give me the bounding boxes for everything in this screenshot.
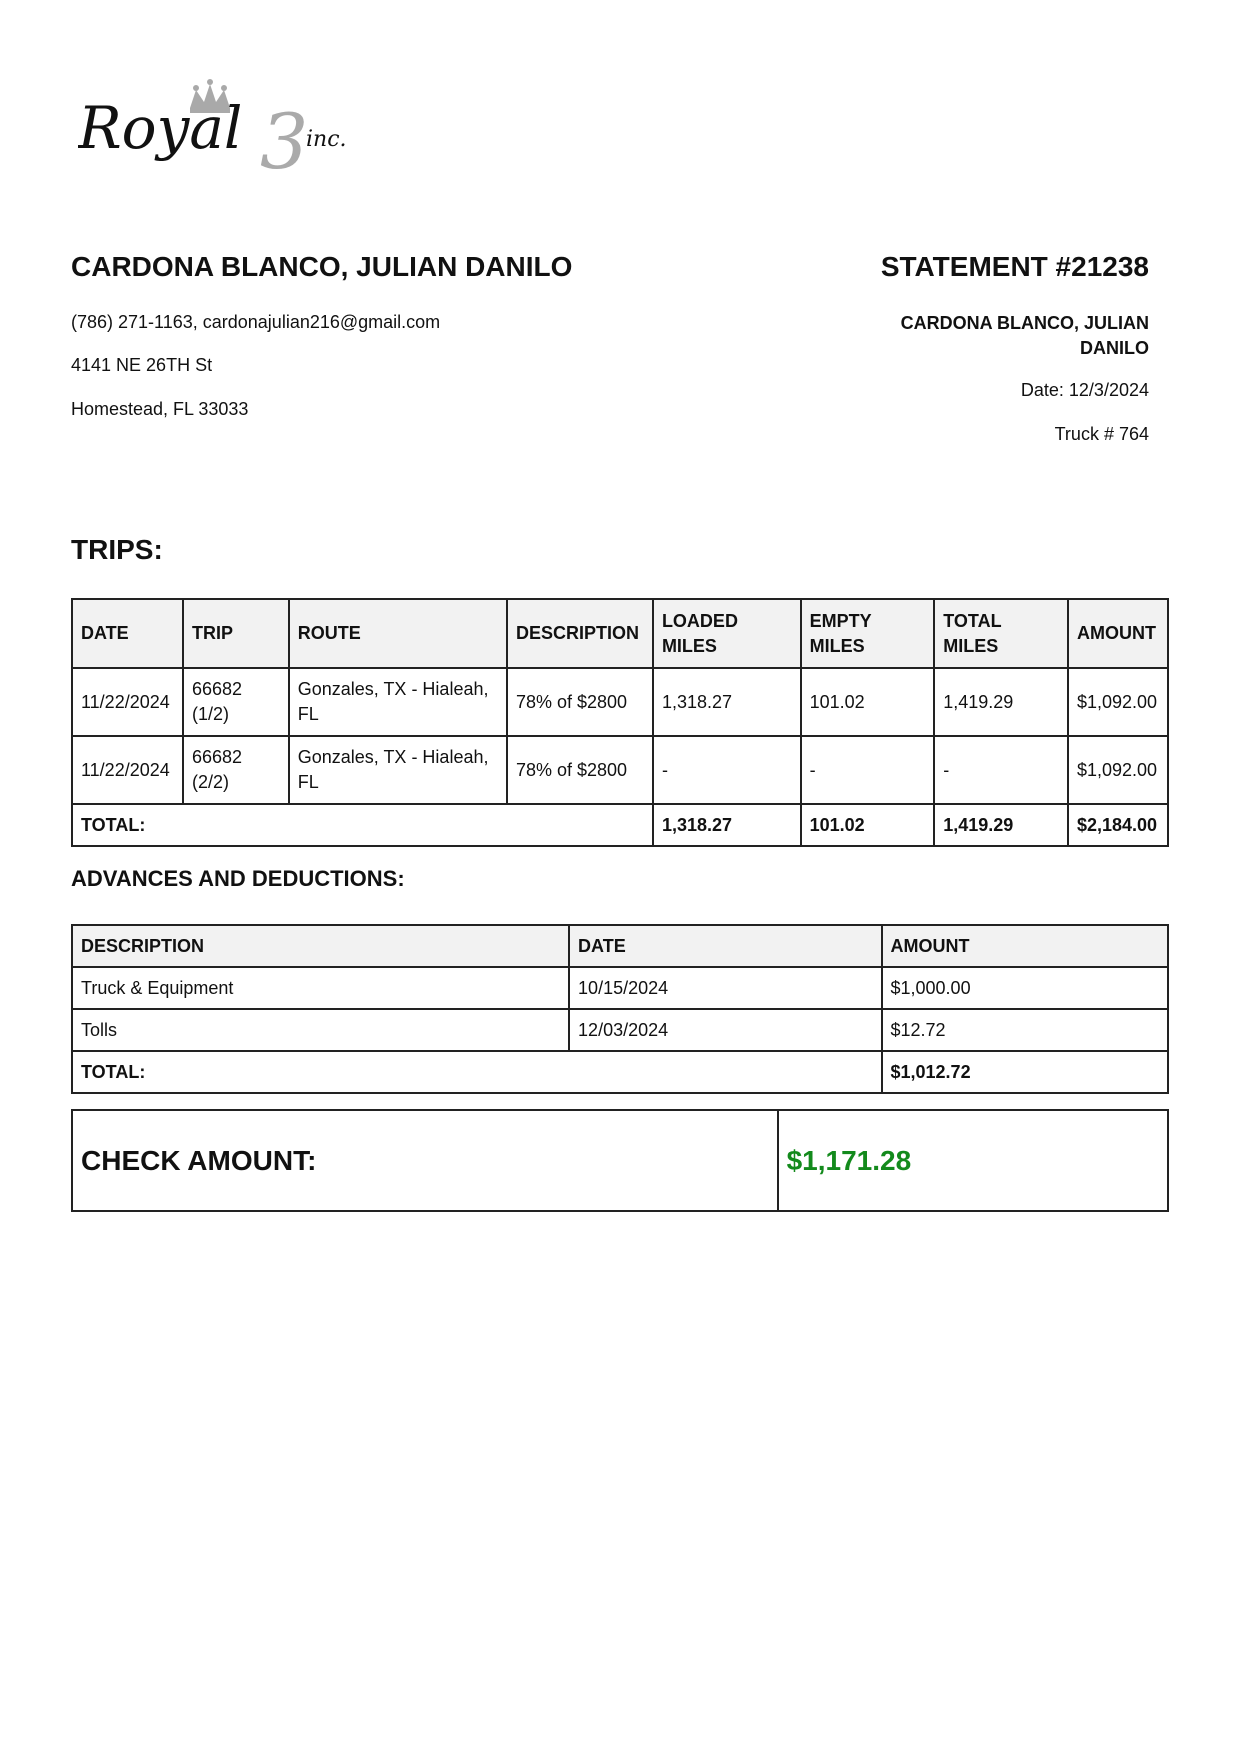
deduction-description: Tolls [72, 1009, 569, 1051]
driver-address-line2: Homestead, FL 33033 [71, 399, 249, 419]
statement-title: STATEMENT #21238 [880, 251, 1149, 282]
advances-total-amount: $1,012.72 [882, 1051, 1169, 1093]
trip-number: 66682 (1/2) [183, 668, 289, 736]
statement-date: Date: 12/3/2024 [1020, 380, 1149, 400]
trip-amount: $1,092.00 [1068, 736, 1168, 804]
table-row [72, 1009, 1168, 1051]
trips-total-amount: $2,184.00 [1068, 804, 1168, 846]
check-amount-table [71, 1109, 1169, 1212]
advances-header-row [72, 925, 1168, 967]
trips-header-row [72, 599, 1168, 668]
trip-total-miles: - [934, 736, 1068, 804]
trip-description: 78% of $2800 [507, 736, 653, 804]
col-header-trip: TRIP [183, 599, 289, 668]
trip-amount: $1,092.00 [1068, 668, 1168, 736]
trips-table [71, 598, 1169, 847]
check-amount-label: CHECK AMOUNT: [72, 1110, 778, 1211]
trips-total-miles: 1,419.29 [934, 804, 1068, 846]
trips-total-loaded: 1,318.27 [653, 804, 801, 846]
statement-driver-name: CARDONA BLANCO, JULIAN DANILO [900, 313, 1149, 358]
table-row [72, 668, 1168, 736]
deduction-date: 10/15/2024 [569, 967, 881, 1009]
col-header-amount: AMOUNT [882, 925, 1169, 967]
logo-number: 3 [260, 97, 309, 186]
col-header-total-miles: TOTAL MILES [934, 599, 1068, 668]
col-header-date: DATE [72, 599, 183, 668]
driver-name: CARDONA BLANCO, JULIAN DANILO [71, 251, 573, 282]
deduction-date: 12/03/2024 [569, 1009, 881, 1051]
trip-total-miles: 1,419.29 [934, 668, 1068, 736]
driver-contact: (786) 271-1163, cardonajulian216@gmail.com [71, 312, 441, 332]
advances-total-row [72, 1051, 1168, 1093]
col-header-route: ROUTE [289, 599, 507, 668]
logo-wordmark: Royal [78, 94, 243, 162]
trip-empty-miles: - [801, 736, 935, 804]
trip-number: 66682 (2/2) [183, 736, 289, 804]
col-header-amount: AMOUNT [1068, 599, 1168, 668]
trip-route: Gonzales, TX - Hialeah, FL [289, 736, 507, 804]
trip-date: 11/22/2024 [72, 668, 183, 736]
trips-heading: TRIPS: [71, 534, 163, 565]
logo-suffix: inc. [306, 127, 347, 152]
trip-description: 78% of $2800 [507, 668, 653, 736]
trip-date: 11/22/2024 [72, 736, 183, 804]
col-header-empty-miles: EMPTY MILES [801, 599, 935, 668]
deduction-description: Truck & Equipment [72, 967, 569, 1009]
driver-address-line1: 4141 NE 26TH St [71, 355, 213, 375]
table-row [72, 967, 1168, 1009]
trip-empty-miles: 101.02 [801, 668, 935, 736]
trips-total-empty: 101.02 [801, 804, 935, 846]
statement-truck: Truck # 764 [1054, 424, 1149, 444]
trip-loaded-miles: 1,318.27 [653, 668, 801, 736]
trips-total-row [72, 804, 1168, 846]
col-header-description: DESCRIPTION [72, 925, 569, 967]
deduction-amount: $1,000.00 [882, 967, 1169, 1009]
col-header-description: DESCRIPTION [507, 599, 653, 668]
col-header-loaded-miles: LOADED MILES [653, 599, 801, 668]
trip-loaded-miles: - [653, 736, 801, 804]
check-amount-value: $1,171.28 [778, 1110, 1168, 1211]
advances-heading: ADVANCES AND DEDUCTIONS: [71, 866, 405, 891]
company-logo [78, 78, 378, 188]
col-header-date: DATE [569, 925, 881, 967]
deduction-amount: $12.72 [882, 1009, 1169, 1051]
check-amount-row [72, 1110, 1168, 1211]
trip-route: Gonzales, TX - Hialeah, FL [289, 668, 507, 736]
advances-total-label: TOTAL: [72, 1051, 882, 1093]
table-row [72, 736, 1168, 804]
advances-table [71, 924, 1169, 1094]
trips-total-label: TOTAL: [72, 804, 653, 846]
